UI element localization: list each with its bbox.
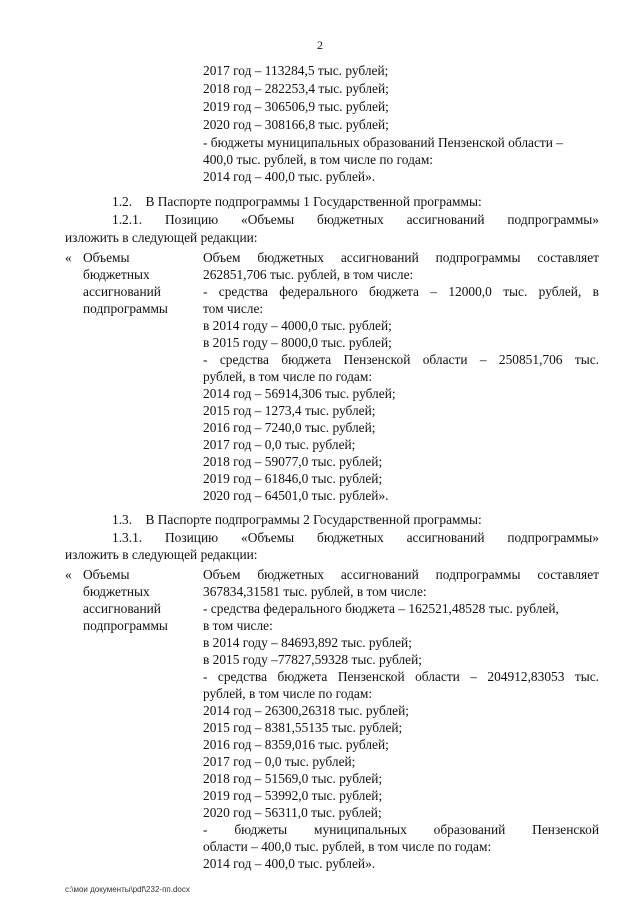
right-line: 2020 год – 64501,0 тыс. рублей». (203, 488, 389, 503)
item-1-2-1-line1: 1.2.1. Позицию «Объемы бюджетных ассигнований подпрограммы» (112, 212, 599, 227)
top-line: 2018 год – 282253,4 тыс. рублей; (203, 81, 389, 96)
left-label-line: подпрограммы (83, 618, 168, 633)
right-line: в 2014 году – 4000,0 тыс. рублей; (203, 318, 392, 333)
right-line: рублей, в том числе по годам: (203, 686, 373, 701)
right-line: 367834,31581 тыс. рублей, в том числе: (203, 584, 427, 599)
right-line: - средства бюджета Пензенской области – 250851,706 тыс. (203, 352, 599, 367)
right-line: 2018 год – 51569,0 тыс. рублей; (203, 771, 383, 786)
right-line: в 2014 году – 84693,892 тыс. рублей; (203, 635, 412, 650)
right-line: в том числе: (203, 618, 273, 633)
top-line: 2020 год – 308166,8 тыс. рублей; (203, 117, 389, 132)
top-line: - бюджеты муниципальных образований Пензенской области – (203, 135, 563, 150)
top-line: 2019 год – 306506,9 тыс. рублей; (203, 99, 389, 114)
right-line: 2017 год – 0,0 тыс. рублей; (203, 437, 356, 452)
right-line: рублей, в том числе по годам: (203, 369, 373, 384)
quote-mark: « (65, 250, 72, 265)
right-line: - средства федерального бюджета – 162521,48528 тыс. рублей, (203, 601, 559, 616)
right-line: 2018 год – 59077,0 тыс. рублей; (203, 454, 383, 469)
item-1-3-1-line2: изложить в следующей редакции: (65, 547, 258, 562)
right-line: - средства федерального бюджета – 12000,0 тыс. рублей, в (203, 284, 599, 299)
left-label-line: Объемы (83, 250, 130, 265)
right-line: области – 400,0 тыс. рублей, в том числе по годам: (203, 839, 492, 854)
top-line: 2014 год – 400,0 тыс. рублей». (203, 169, 376, 184)
left-label-line: подпрограммы (83, 301, 168, 316)
page-number: 2 (317, 38, 323, 52)
top-line: 400,0 тыс. рублей, в том числе по годам: (203, 152, 434, 167)
right-line: 2015 год – 1273,4 тыс. рублей; (203, 403, 376, 418)
item-1-3-1-line1: 1.3.1. Позицию «Объемы бюджетных ассигнований подпрограммы» (112, 530, 599, 545)
right-line: в 2015 году – 8000,0 тыс. рублей; (203, 335, 392, 350)
right-line: 2019 год – 61846,0 тыс. рублей; (203, 471, 383, 486)
left-label-line: ассигнований (83, 284, 161, 299)
section-heading-1-3: 1.3. В Паспорте подпрограммы 2 Государственной программы: (112, 512, 482, 527)
right-line: 2016 год – 7240,0 тыс. рублей; (203, 420, 376, 435)
right-line: 2017 год – 0,0 тыс. рублей; (203, 754, 356, 769)
quote-mark: « (65, 567, 72, 582)
left-label-line: бюджетных (83, 267, 150, 282)
right-line: 2014 год – 56914,306 тыс. рублей; (203, 386, 396, 401)
left-label-line: ассигнований (83, 601, 161, 616)
right-line: в 2015 году –77827,59328 тыс. рублей; (203, 652, 422, 667)
right-line: Объем бюджетных ассигнований подпрограммы составляет (203, 250, 599, 265)
left-label-line: бюджетных (83, 584, 150, 599)
right-line: 2019 год – 53992,0 тыс. рублей; (203, 788, 383, 803)
right-line: 2014 год – 400,0 тыс. рублей». (203, 856, 376, 871)
right-line: 2015 год – 8381,55135 тыс. рублей; (203, 720, 403, 735)
right-line: 2020 год – 56311,0 тыс. рублей; (203, 805, 382, 820)
right-line: том числе: (203, 301, 264, 316)
section-heading-1-2: 1.2. В Паспорте подпрограммы 1 Государственной программы: (112, 194, 482, 209)
right-line: - средства бюджета Пензенской области – 204912,83053 тыс. (203, 669, 599, 684)
left-label-line: Объемы (83, 567, 130, 582)
right-line: - бюджеты муниципальных образований Пензенской (203, 822, 599, 837)
item-1-2-1-line2: изложить в следующей редакции: (65, 230, 258, 245)
right-line: 2014 год – 26300,26318 тыс. рублей; (203, 703, 409, 718)
right-line: 262851,706 тыс. рублей, в том числе: (203, 267, 414, 282)
right-line: Объем бюджетных ассигнований подпрограммы составляет (203, 567, 599, 582)
footer-file-path: c:\мои документы\pdf\232-пп.docx (65, 885, 190, 894)
top-line: 2017 год – 113284,5 тыс. рублей; (203, 63, 389, 78)
right-line: 2016 год – 8359,016 тыс. рублей; (203, 737, 389, 752)
